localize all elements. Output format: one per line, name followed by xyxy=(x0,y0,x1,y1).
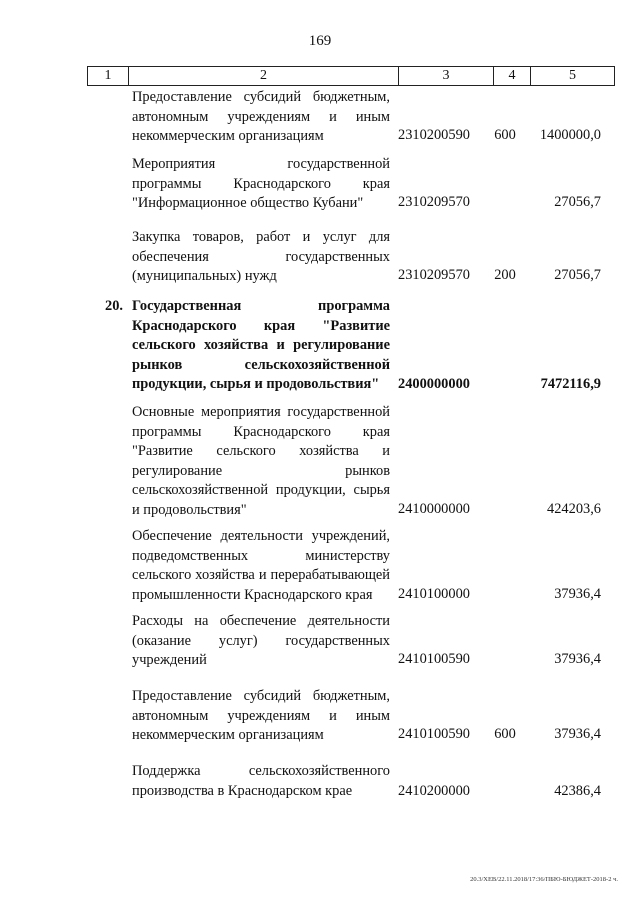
row-number xyxy=(87,403,123,520)
footer-code: 20.3/ХЕВ/22.11.2018/17:36/ПБЮ-БЮДЖЕТ-2018-2 ч. xyxy=(470,876,618,883)
row-code: 2410000000 xyxy=(398,501,470,518)
row-amount: 37936,4 xyxy=(554,726,601,743)
row-number xyxy=(87,155,123,213)
row-amount: 1400000,0 xyxy=(539,127,601,144)
row-number xyxy=(87,228,123,286)
row-code: 2400000000 xyxy=(398,376,470,393)
column-header-2: 2 xyxy=(129,67,399,85)
row-description: Обеспечение деятельности учреждений, подведомственных министерству сельского хозяйства и перерабатывающей промышленности Краснодарского края xyxy=(132,528,390,603)
table-row xyxy=(87,612,615,670)
column-header-1: 1 xyxy=(88,67,129,85)
row-type-code: 600 xyxy=(494,726,516,743)
row-code: 2410100000 xyxy=(398,586,470,603)
table-row xyxy=(87,527,615,605)
table-row xyxy=(87,687,615,745)
row-type-code: 200 xyxy=(494,267,516,284)
row-code: 2310209570 xyxy=(398,194,470,211)
row-description: Поддержка сельскохозяйственного производства в Краснодарском крае xyxy=(132,763,390,799)
row-description: Основные мероприятия государственной программы Краснодарского края "Развитие сельского хозяйства и регулирование рынков сельскохозяйственной продукции, сырья и продовольствия" xyxy=(132,404,390,518)
row-code: 2410100590 xyxy=(398,651,470,668)
table-row xyxy=(87,228,615,286)
row-description: Закупка товаров, работ и услуг для обеспечения государственных (муниципальных) нужд xyxy=(132,229,390,285)
row-code: 2410200000 xyxy=(398,783,470,800)
column-header-5: 5 xyxy=(569,68,576,83)
row-description: Расходы на обеспечение деятельности (оказание услуг) государственных учреждений xyxy=(132,613,390,669)
row-description: Предоставление субсидий бюджетным, автономным учреждениям и иным некоммерческим организациям xyxy=(132,688,390,744)
row-number xyxy=(87,612,123,670)
row-amount: 37936,4 xyxy=(554,586,601,603)
row-code: 2410100590 xyxy=(398,726,470,743)
table-row xyxy=(87,297,615,395)
row-description: Государственная программа Краснодарского края "Развитие сельского хозяйства и регулирование рынков сельскохозяйственной продукции, сырья и продовольствия" xyxy=(132,298,390,393)
row-amount: 42386,4 xyxy=(554,783,601,800)
row-amount: 424203,6 xyxy=(547,501,601,518)
row-number: 20. xyxy=(105,298,123,314)
row-amount: 27056,7 xyxy=(554,267,601,284)
row-description: Предоставление субсидий бюджетным, автономным учреждениям и иным некоммерческим организациям xyxy=(132,89,390,145)
table-row xyxy=(87,403,615,520)
table-row xyxy=(87,88,615,146)
column-header-3: 3 xyxy=(399,67,494,85)
table-header xyxy=(87,66,615,86)
row-type-code: 600 xyxy=(494,127,516,144)
column-header-4: 4 xyxy=(494,67,531,85)
row-code: 2310209570 xyxy=(398,267,470,284)
row-description: Мероприятия государственной программы Краснодарского края "Информационное общество Кубани" xyxy=(132,156,390,212)
row-amount: 27056,7 xyxy=(554,194,601,211)
row-amount: 7472116,9 xyxy=(540,376,601,393)
row-amount: 37936,4 xyxy=(554,651,601,668)
table-row xyxy=(87,155,615,213)
page-number: 169 xyxy=(308,33,332,49)
row-number xyxy=(87,762,123,802)
table-row xyxy=(87,762,615,802)
row-number xyxy=(87,88,123,146)
row-number xyxy=(87,687,123,745)
row-number xyxy=(87,527,123,605)
row-code: 2310200590 xyxy=(398,127,470,144)
